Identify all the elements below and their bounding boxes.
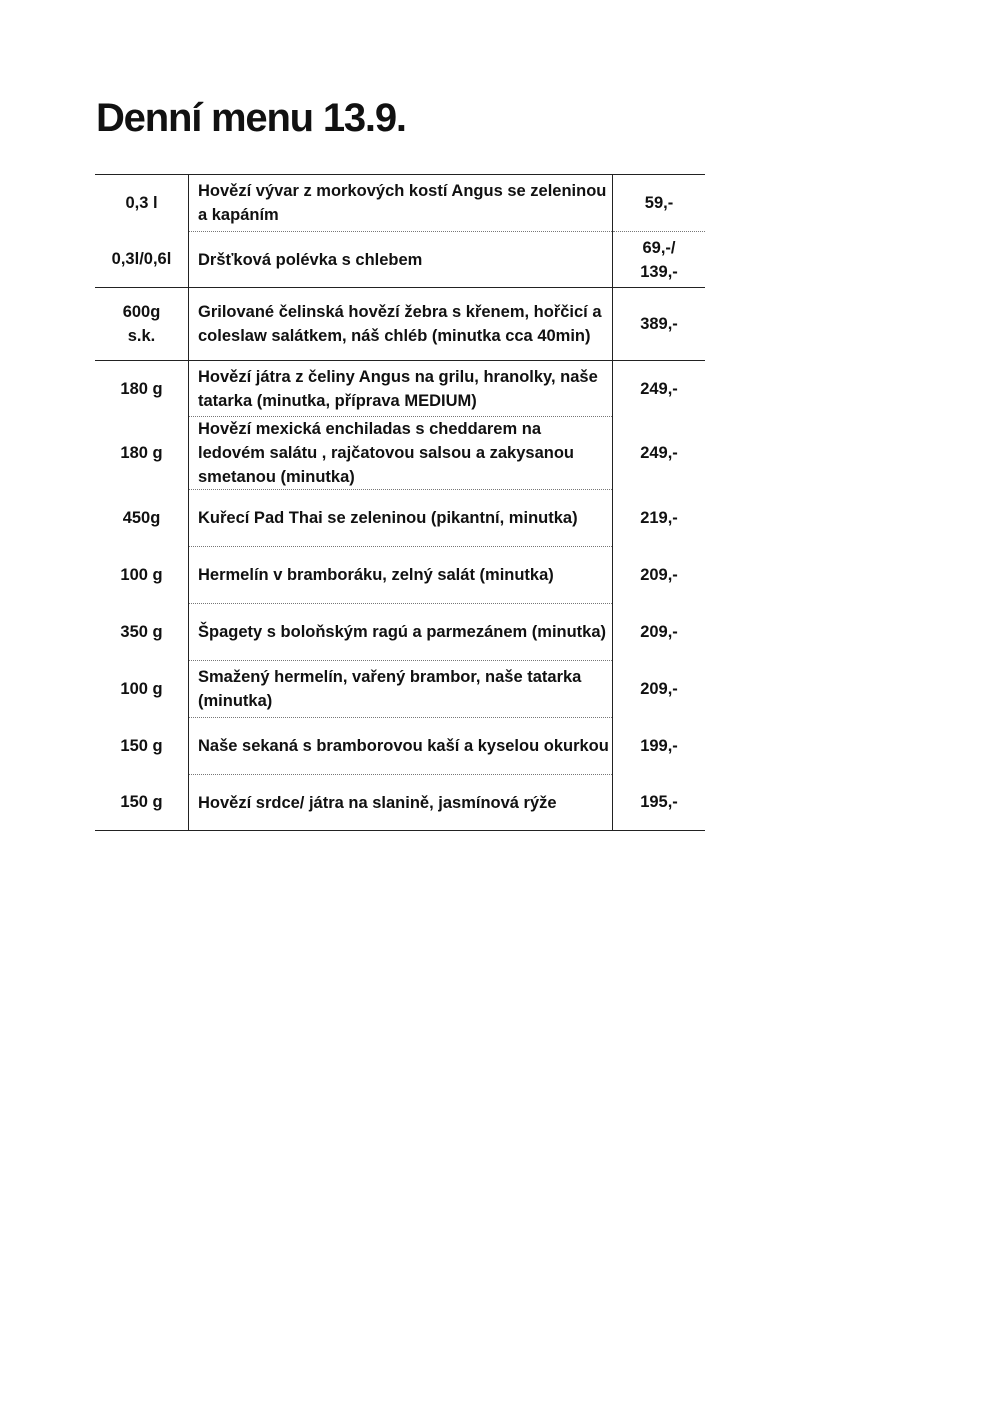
dish-price: 219,- [613,490,706,547]
dish-price [613,232,706,288]
dish-price: 209,- [613,547,706,604]
portion-weight: 600g [122,303,161,321]
menu-row-main [95,604,705,661]
dish-price: 59,- [613,175,706,232]
menu-row-main [95,417,705,490]
price-small: 69,-/ [642,238,676,257]
dish-name: Hovězí srdce/ játra na slanině, jasmínová rýže [189,775,613,831]
dish-price: 249,- [613,361,706,417]
menu-row-main [95,547,705,604]
dish-price: 209,- [613,604,706,661]
menu-row-special [95,288,705,361]
page-title: Denní menu 13.9. [96,96,406,140]
menu-row-main [95,490,705,547]
portion-size: 0,3l/0,6l [95,232,189,288]
menu-row-soup-1 [95,175,705,232]
dish-price: 389,- [613,288,706,361]
portion-size: 100 g [95,547,189,604]
portion-size: 150 g [95,775,189,831]
portion-size [95,288,189,361]
dish-name: Hovězí játra z čeliny Angus na grilu, hranolky, naše tatarka (minutka, příprava MEDIUM) [189,361,613,417]
menu-table [95,174,705,831]
dish-name: Kuřecí Pad Thai se zeleninou (pikantní, minutka) [189,490,613,547]
portion-size: 0,3 l [95,175,189,232]
dish-name: Grilované čelinská hovězí žebra s křenem, hořčicí a coleslaw salátkem, náš chléb (minutka cca 40min) [189,288,613,361]
dish-price: 249,- [613,417,706,490]
portion-size: 450g [95,490,189,547]
dish-name: Naše sekaná s bramborovou kaší a kyselou okurkou [189,718,613,775]
dish-name: Dršťková polévka s chlebem [189,232,613,288]
dish-price: 199,- [613,718,706,775]
dish-name: Hovězí vývar z morkových kostí Angus se zeleninou a kapáním [189,175,613,232]
dish-name: Hovězí mexická enchiladas s cheddarem na ledovém salátu , rajčatovou salsou a zakysanou smetanou (minutka) [189,417,613,490]
menu-row-main [95,661,705,718]
menu-row-soup-2 [95,232,705,288]
portion-note: s.k. [127,327,156,345]
portion-size: 350 g [95,604,189,661]
menu-row-main [95,718,705,775]
dish-name: Špagety s boloňským ragú a parmezánem (minutka) [189,604,613,661]
dish-price: 209,- [613,661,706,718]
menu-row-main [95,361,705,417]
dish-price: 195,- [613,775,706,831]
dish-name: Smažený hermelín, vařený brambor, naše tatarka (minutka) [189,661,613,718]
portion-size: 100 g [95,661,189,718]
dish-name: Hermelín v bramboráku, zelný salát (minutka) [189,547,613,604]
portion-size: 180 g [95,361,189,417]
portion-size: 180 g [95,417,189,490]
menu-row-main [95,775,705,831]
portion-size: 150 g [95,718,189,775]
price-large: 139,- [640,262,678,281]
